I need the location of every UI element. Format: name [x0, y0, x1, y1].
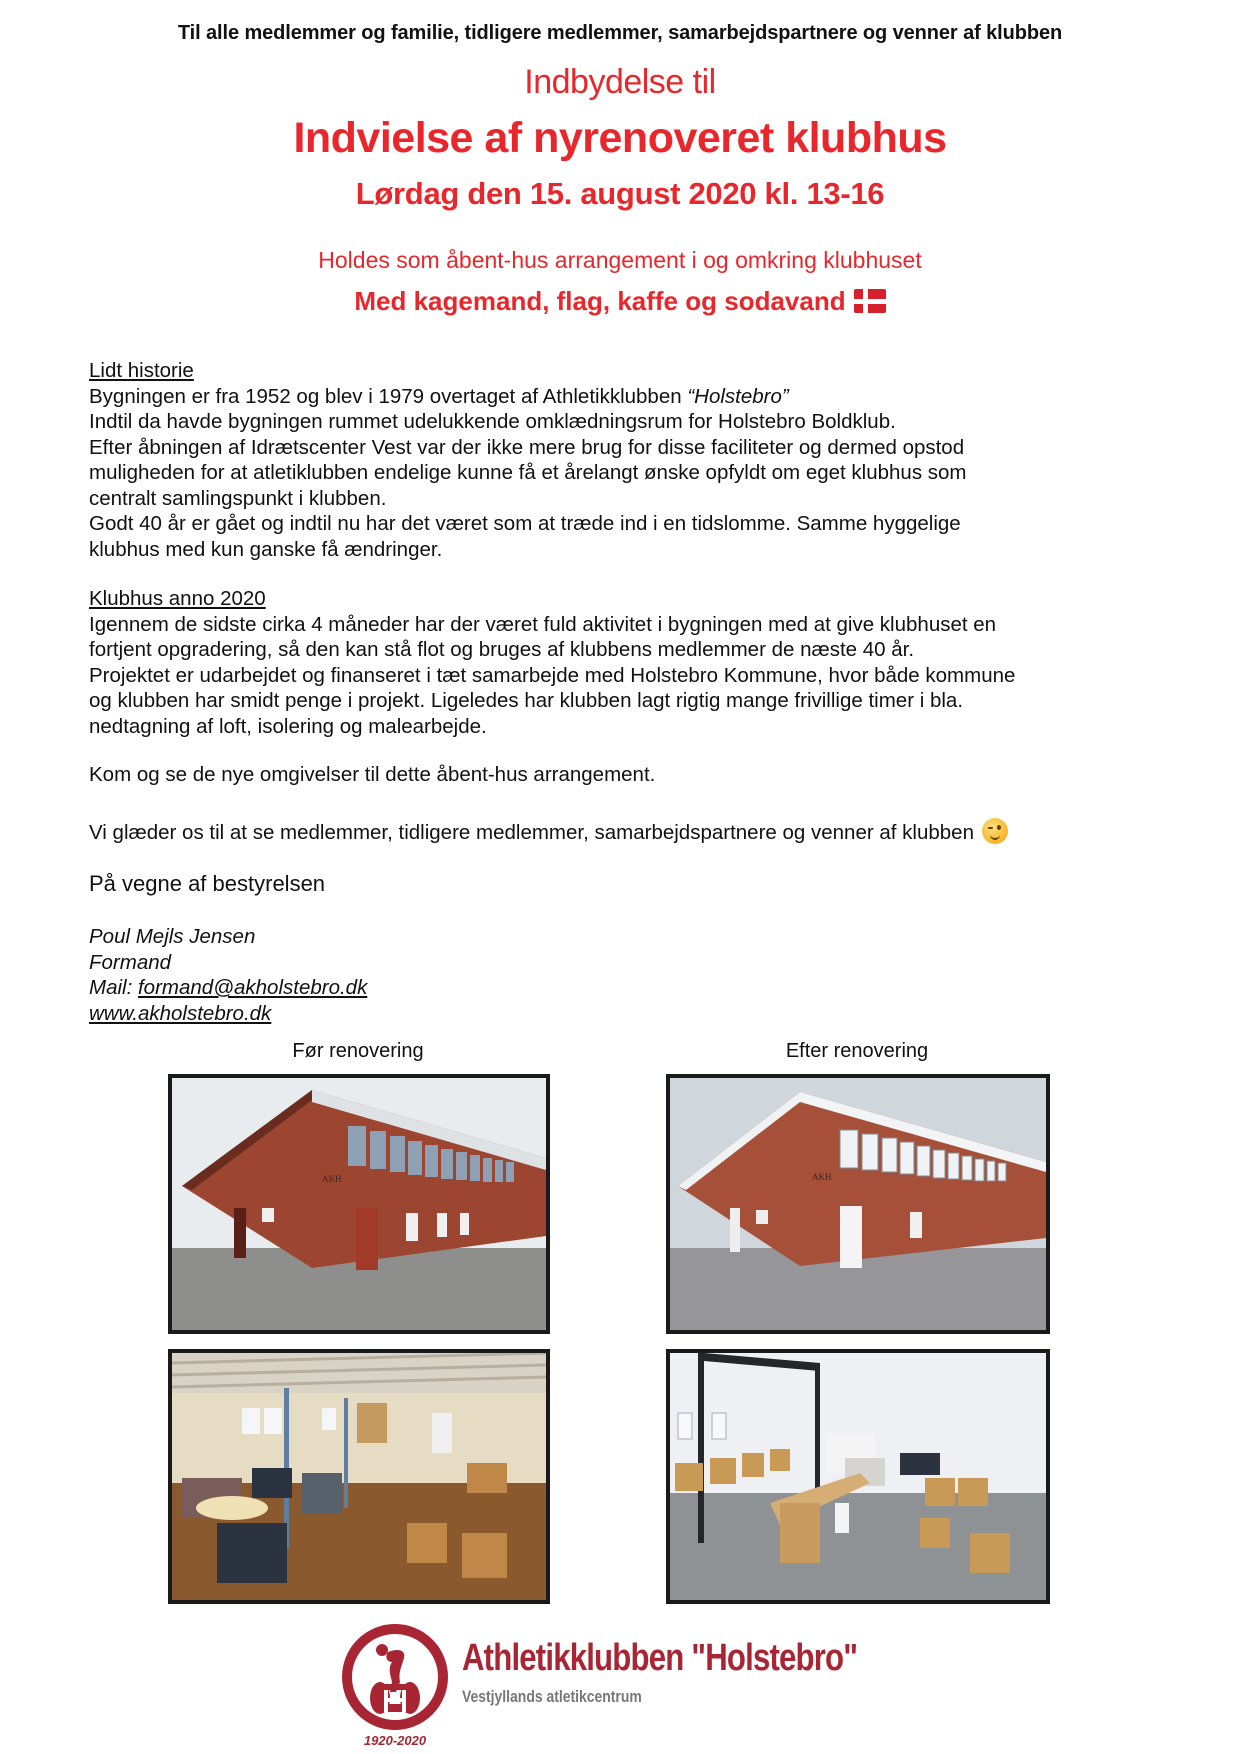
- danish-flag-icon: [854, 289, 886, 313]
- signer-name: Poul Mejls Jensen: [89, 925, 256, 948]
- renovation-line: Igennem de sidste cirka 4 måneder har der været fuld aktivitet i bygningen med at give klubhuset en: [89, 612, 997, 636]
- on-behalf-line: På vegne af bestyrelsen: [89, 871, 326, 896]
- photo-interior-after: [666, 1349, 1050, 1604]
- renovation-line: nedtagning af loft, isolering og malearbejde.: [89, 714, 487, 738]
- svg-text:AKH: AKH: [322, 1174, 342, 1184]
- history-line: [89, 384, 1149, 410]
- looking-forward-line: [89, 818, 1149, 846]
- photo-exterior-after: [666, 1074, 1050, 1334]
- invitation-label: Indbydelse til: [524, 63, 716, 101]
- history-section: [89, 358, 1149, 562]
- page-title: Indvielse af nyrenoveret klubhus: [293, 114, 947, 162]
- club-tagline: Vestjyllands atletikcentrum: [462, 1687, 642, 1706]
- treats-text: Med kagemand, flag, kaffe og sodavand: [354, 286, 846, 316]
- photo-interior-before: [168, 1349, 550, 1604]
- email-link[interactable]: formand@akholstebro.dk: [137, 976, 368, 999]
- history-line: Efter åbningen af Idrætscenter Vest var der ikke mere brug for disse faciliteter og dermed opstod: [89, 435, 965, 459]
- event-date: Lørdag den 15. august 2020 kl. 13-16: [355, 176, 885, 211]
- open-house-note: Holdes som åbent-hus arrangement i og omkring klubhuset: [318, 247, 922, 273]
- history-heading: Lidt historie: [89, 359, 194, 382]
- history-line: muligheden for at atletiklubben endelige kunne få et årelangt ønske opfyldt om eget klubhus som: [89, 461, 967, 484]
- winking-face-icon: [982, 818, 1008, 844]
- renovation-line: fortjent opgradering, så den kan stå flot og bruges af klubbens medlemmer de næste 40 år.: [89, 638, 915, 661]
- svg-text:AKH: AKH: [812, 1172, 832, 1182]
- signer-role: Formand: [89, 950, 172, 974]
- history-line: Indtil da havde bygningen rummet udelukkende omklædningsrum for Holstebro Boldklub.: [89, 410, 896, 433]
- history-line: Godt 40 år er gået og indtil nu har det været som at træde ind i en tidslomme. Samme hyggelige: [89, 512, 961, 535]
- renovation-line: Projektet er udarbejdet og finanseret i tæt samarbejde med Holstebro Kommune, hvor både kommune: [89, 663, 1016, 687]
- before-caption: Før renovering: [292, 1040, 424, 1062]
- club-logo: [340, 1622, 450, 1732]
- treats-line: [0, 286, 1240, 317]
- club-name-italic: “Holstebro”: [687, 384, 789, 408]
- history-line-text: Bygningen er fra 1952 og blev i 1979 overtaget af Athletikklubben: [89, 384, 688, 408]
- mail-label: Mail:: [89, 976, 138, 999]
- history-line: klubhus med kun ganske få ændringer.: [89, 537, 443, 561]
- website-link[interactable]: www.akholstebro.dk: [89, 1001, 272, 1025]
- club-name: Athletikklubben "Holstebro": [462, 1637, 858, 1679]
- renovation-section: [89, 586, 1149, 739]
- renovation-heading: Klubhus anno 2020: [89, 587, 266, 610]
- audience-line: Til alle medlemmer og familie, tidligere medlemmer, samarbejdspartnere og venner af klubben: [177, 22, 1063, 44]
- looking-forward-text: Vi glæder os til at se medlemmer, tidligere medlemmer, samarbejdspartnere og venner af klubben: [89, 821, 974, 844]
- club-years: 1920-2020: [363, 1733, 427, 1748]
- signature-block: [89, 924, 1149, 1026]
- photo-exterior-before: [168, 1074, 550, 1334]
- mail-line: [89, 975, 1149, 1001]
- renovation-line: og klubben har smidt penge i projekt. Ligeledes har klubben lagt rigtig mange frivillige timer i bla.: [89, 689, 964, 712]
- come-see-line: Kom og se de nye omgivelser til dette åbent-hus arrangement.: [89, 763, 656, 786]
- after-caption: Efter renovering: [785, 1040, 929, 1062]
- history-line: centralt samlingspunkt i klubben.: [89, 486, 387, 510]
